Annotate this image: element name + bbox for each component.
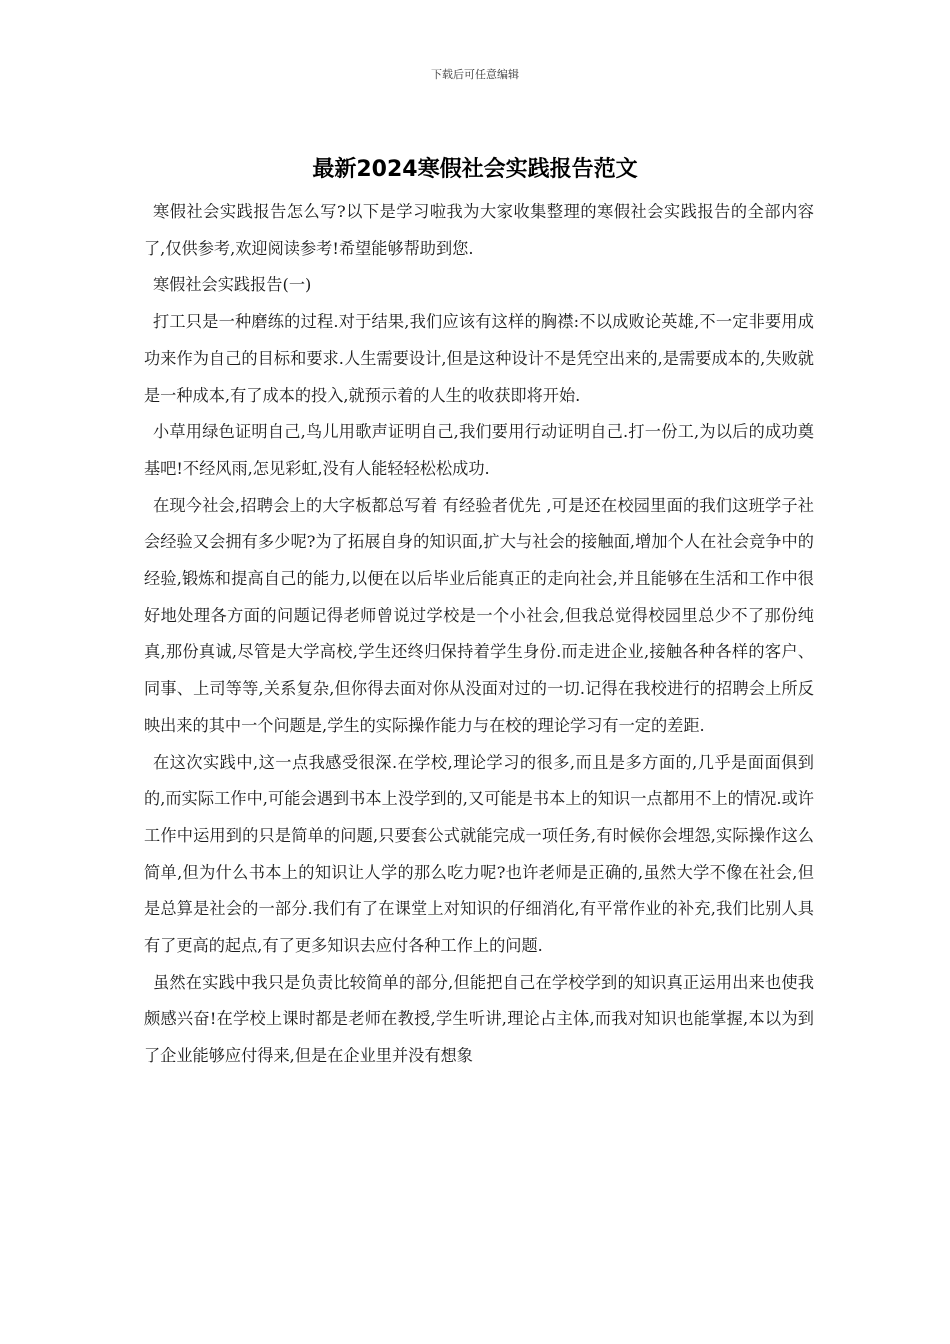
document-title: 最新2024寒假社会实践报告范文	[312, 157, 638, 182]
header-note: 下载后可任意编辑	[431, 68, 519, 81]
section-heading: 寒假社会实践报告(一)	[153, 275, 312, 295]
paragraph: 小草用绿色证明自己,鸟儿用歌声证明自己,我们要用行动证明自己.打一份工,为以后的成功奠基吧!不经风雨,怎见彩虹,没有人能轻轻松松成功.	[144, 422, 814, 478]
paragraph-intro: 寒假社会实践报告怎么写?以下是学习啦我为大家收集整理的寒假社会实践报告的全部内容了,仅供参考,欢迎阅读参考!希望能够帮助到您.	[144, 202, 814, 258]
paragraph: 虽然在实践中我只是负责比较简单的部分,但能把自己在学校学到的知识真正运用出来也使我颇感兴奋!在学校上课时都是老师在教授,学生听讲,理论占主体,而我对知识也能掌握,本以为到了企业能够应付得来,但是在企业里并没有想象	[144, 972, 814, 1066]
paragraph: 在这次实践中,这一点我感受很深.在学校,理论学习的很多,而且是多方面的,几乎是面面俱到的,而实际工作中,可能会遇到书本上没学到的,又可能是书本上的知识一点都用不上的情况.或许工作中运用到的只是简单的问题,只要套公式就能完成一项任务,有时候你会埋怨,实际操作这么简单,但为什么书本上的知识让人学的那么吃力呢?也许老师是正确的,虽然大学不像在社会,但是总算是社会的一部分.我们有了在课堂上对知识的仔细消化,有平常作业的补充,我们比别人具有了更高的起点,有了更多知识去应付各种工作上的问题.	[144, 752, 814, 956]
paragraph: 在现今社会,招聘会上的大字板都总写着 有经验者优先 ,可是还在校园里面的我们这班学子社会经验又会拥有多少呢?为了拓展自身的知识面,扩大与社会的接触面,增加个人在社会竞争中的经验,锻炼和提高自己的能力,以便在以后毕业后能真正的走向社会,并且能够在生活和工作中很好地处理各方面的问题记得老师曾说过学校是一个小社会,但我总觉得校园里总少不了那份纯真,那份真诚,尽管是大学高校,学生还终归保持着学生身份.而走进企业,接触各种各样的客户、同事、上司等等,关系复杂,但你得去面对你从没面对过的一切.记得在我校进行的招聘会上所反映出来的其中一个问题是,学生的实际操作能力与在校的理论学习有一定的差距.	[144, 495, 814, 735]
document-body	[144, 194, 814, 1075]
paragraph: 打工只是一种磨练的过程.对于结果,我们应该有这样的胸襟:不以成败论英雄,不一定非要用成功来作为自己的目标和要求.人生需要设计,但是这种设计不是凭空出来的,是需要成本的,失败就是一种成本,有了成本的投入,就预示着的人生的收获即将开始.	[144, 312, 814, 405]
